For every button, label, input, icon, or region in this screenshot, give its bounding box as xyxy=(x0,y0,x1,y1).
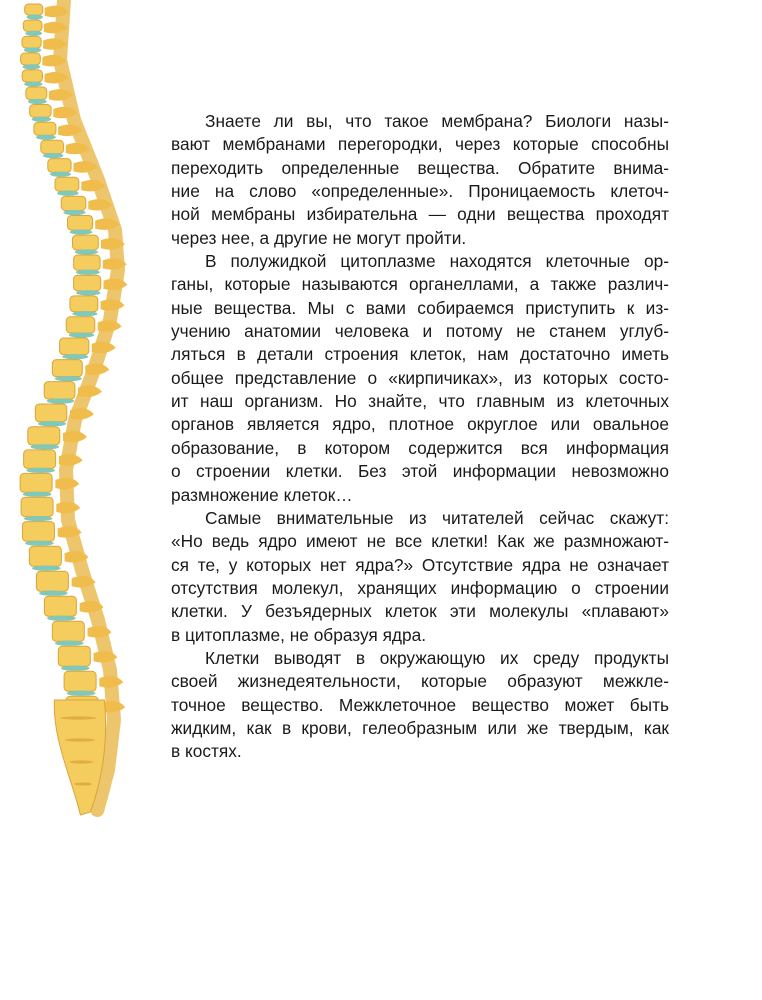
text-line: ной мембраны избирательна — одни вещества проходят xyxy=(171,204,669,225)
vertebra xyxy=(48,159,71,173)
vertebra xyxy=(25,4,43,15)
intervertebral-disc xyxy=(23,492,52,497)
intervertebral-disc xyxy=(25,31,42,36)
vertebra xyxy=(22,522,54,542)
transverse-process xyxy=(56,502,80,514)
vertebra xyxy=(64,671,96,691)
sacral-ridge xyxy=(69,760,93,763)
intervertebral-disc xyxy=(24,81,42,86)
text-line: точное вещество. Межклеточное вещество может быть xyxy=(171,694,669,715)
vertebra xyxy=(52,360,82,377)
intervertebral-disc xyxy=(24,516,53,521)
text-line: В полужидкой цитоплазме находятся клеточные ор- xyxy=(205,251,669,272)
intervertebral-disc xyxy=(30,444,59,449)
intervertebral-disc xyxy=(57,191,79,196)
intervertebral-disc xyxy=(27,14,43,19)
text-line: жидким, как в крови, гелеобразным или же твердым, как xyxy=(171,717,669,738)
intervertebral-disc xyxy=(47,616,76,621)
vertebra xyxy=(70,296,98,312)
transverse-process xyxy=(101,299,125,311)
text-line: ние на слово «определенные». Проницаемость клеточ- xyxy=(171,181,669,202)
vertebra xyxy=(67,215,92,230)
intervertebral-disc xyxy=(23,64,41,69)
text-line: своей жизнедеятельности, которые образуют межкле- xyxy=(171,671,669,692)
text-line: клетки. У безъядерных клеток эти молекулы «плавают» xyxy=(171,601,669,622)
intervertebral-disc xyxy=(25,541,54,546)
sacral-ridge xyxy=(60,716,96,719)
text-line: ся те, у которых нет ядра?» Отсутствие ядра не означает xyxy=(171,554,669,575)
intervertebral-disc xyxy=(72,311,97,316)
intervertebral-disc xyxy=(43,153,63,158)
intervertebral-disc xyxy=(32,117,51,122)
intervertebral-disc xyxy=(76,270,100,275)
intervertebral-disc xyxy=(36,135,56,140)
transverse-process xyxy=(85,363,109,375)
intervertebral-disc xyxy=(55,376,82,381)
vertebra xyxy=(41,140,64,153)
vertebra xyxy=(29,546,61,566)
vertebra xyxy=(55,177,79,191)
intervertebral-disc xyxy=(76,290,100,295)
text-line: образование, в котором содержится вся информация xyxy=(171,437,669,458)
vertebra xyxy=(52,621,84,641)
text-line: «Но ведь ядро имеют не все клетки! Как же размножают- xyxy=(171,531,669,552)
vertebra xyxy=(36,571,68,591)
intervertebral-disc xyxy=(28,99,47,104)
vertebra xyxy=(58,646,90,666)
vertebra xyxy=(28,427,60,445)
intervertebral-disc xyxy=(32,566,61,571)
text-line: органов является ядро, плотное округлое или овальное xyxy=(171,414,669,435)
spine-illustration xyxy=(0,0,170,830)
intervertebral-disc xyxy=(75,249,98,254)
vertebra xyxy=(44,596,76,616)
vertebra xyxy=(23,20,42,31)
intervertebral-disc xyxy=(55,641,84,646)
text-line: о строении клетки. Без этой информации невозможно xyxy=(171,461,669,482)
text-line: размножение клеток… xyxy=(171,484,353,505)
transverse-process xyxy=(78,386,102,398)
vertebra xyxy=(74,255,101,270)
vertebra xyxy=(22,36,41,48)
intervertebral-disc xyxy=(62,354,88,359)
intervertebral-disc xyxy=(67,691,96,696)
vertebra xyxy=(21,53,41,65)
intervertebral-disc xyxy=(63,210,85,215)
intervertebral-disc xyxy=(69,332,95,337)
text-line: в цитоплазме, не образуя ядра. xyxy=(171,624,427,645)
text-line: через нее, а другие не могут пройти. xyxy=(171,227,467,248)
vertebra xyxy=(21,497,53,516)
text-line: вают мембранами перегородки, через которые способны xyxy=(171,134,669,155)
vertebra xyxy=(20,473,52,492)
vertebra xyxy=(26,87,47,99)
text-line: учению анатомии человека и потому не станем углуб- xyxy=(171,321,669,342)
vertebra xyxy=(72,235,98,250)
vertebra xyxy=(35,404,66,422)
vertebra xyxy=(61,196,86,210)
page-body xyxy=(171,110,669,764)
vertebra xyxy=(22,70,42,82)
text-line: ные вещества. Мы с вами собираемся приступить к из- xyxy=(171,297,669,318)
sacral-ridge xyxy=(65,738,95,741)
intervertebral-disc xyxy=(39,591,68,596)
vertebra xyxy=(30,105,51,118)
vertebra xyxy=(24,450,56,468)
text-line: ляться в детали строения клеток, нам достаточно иметь xyxy=(171,344,669,365)
text-line: в костях. xyxy=(171,741,242,762)
intervertebral-disc xyxy=(47,398,75,403)
intervertebral-disc xyxy=(24,47,41,52)
text-line: Знаете ли вы, что такое мембрана? Биологи назы- xyxy=(205,111,669,131)
vertebra xyxy=(44,382,75,399)
text-line: отсутствия молекул, хранящих информацию о строении xyxy=(171,577,669,598)
transverse-process xyxy=(55,478,79,490)
transverse-process xyxy=(63,431,87,443)
intervertebral-disc xyxy=(38,421,66,426)
text-line: ганы, которые называются органеллами, а также различ- xyxy=(171,274,669,295)
transverse-process xyxy=(70,408,94,420)
transverse-process xyxy=(99,676,123,688)
text-line: ит наш организм. Но знайте, что главным из клеточных xyxy=(171,391,669,412)
paragraph xyxy=(171,507,669,647)
text-line: переходить определенные вещества. Обратите внима- xyxy=(171,157,669,178)
vertebra xyxy=(60,338,89,355)
paragraph xyxy=(171,647,669,764)
intervertebral-disc xyxy=(50,172,71,177)
transverse-process xyxy=(103,278,127,290)
intervertebral-disc xyxy=(61,666,90,671)
paragraph xyxy=(171,250,669,507)
vertebra xyxy=(34,122,56,135)
transverse-process xyxy=(59,454,83,466)
transverse-process xyxy=(92,342,116,354)
text-line: Клетки выводят в окружающую их среду продукты xyxy=(205,647,669,668)
vertebra xyxy=(74,275,101,291)
transverse-process xyxy=(98,320,122,332)
intervertebral-disc xyxy=(70,229,93,234)
text-line: общее представление о «кирпичиках», из которых состо- xyxy=(171,367,669,388)
sacral-ridge xyxy=(74,782,92,785)
text-line: Самые внимательные из читателей сейчас скажут: xyxy=(205,507,669,528)
paragraph xyxy=(171,110,669,250)
vertebra xyxy=(66,317,95,333)
intervertebral-disc xyxy=(26,468,55,473)
